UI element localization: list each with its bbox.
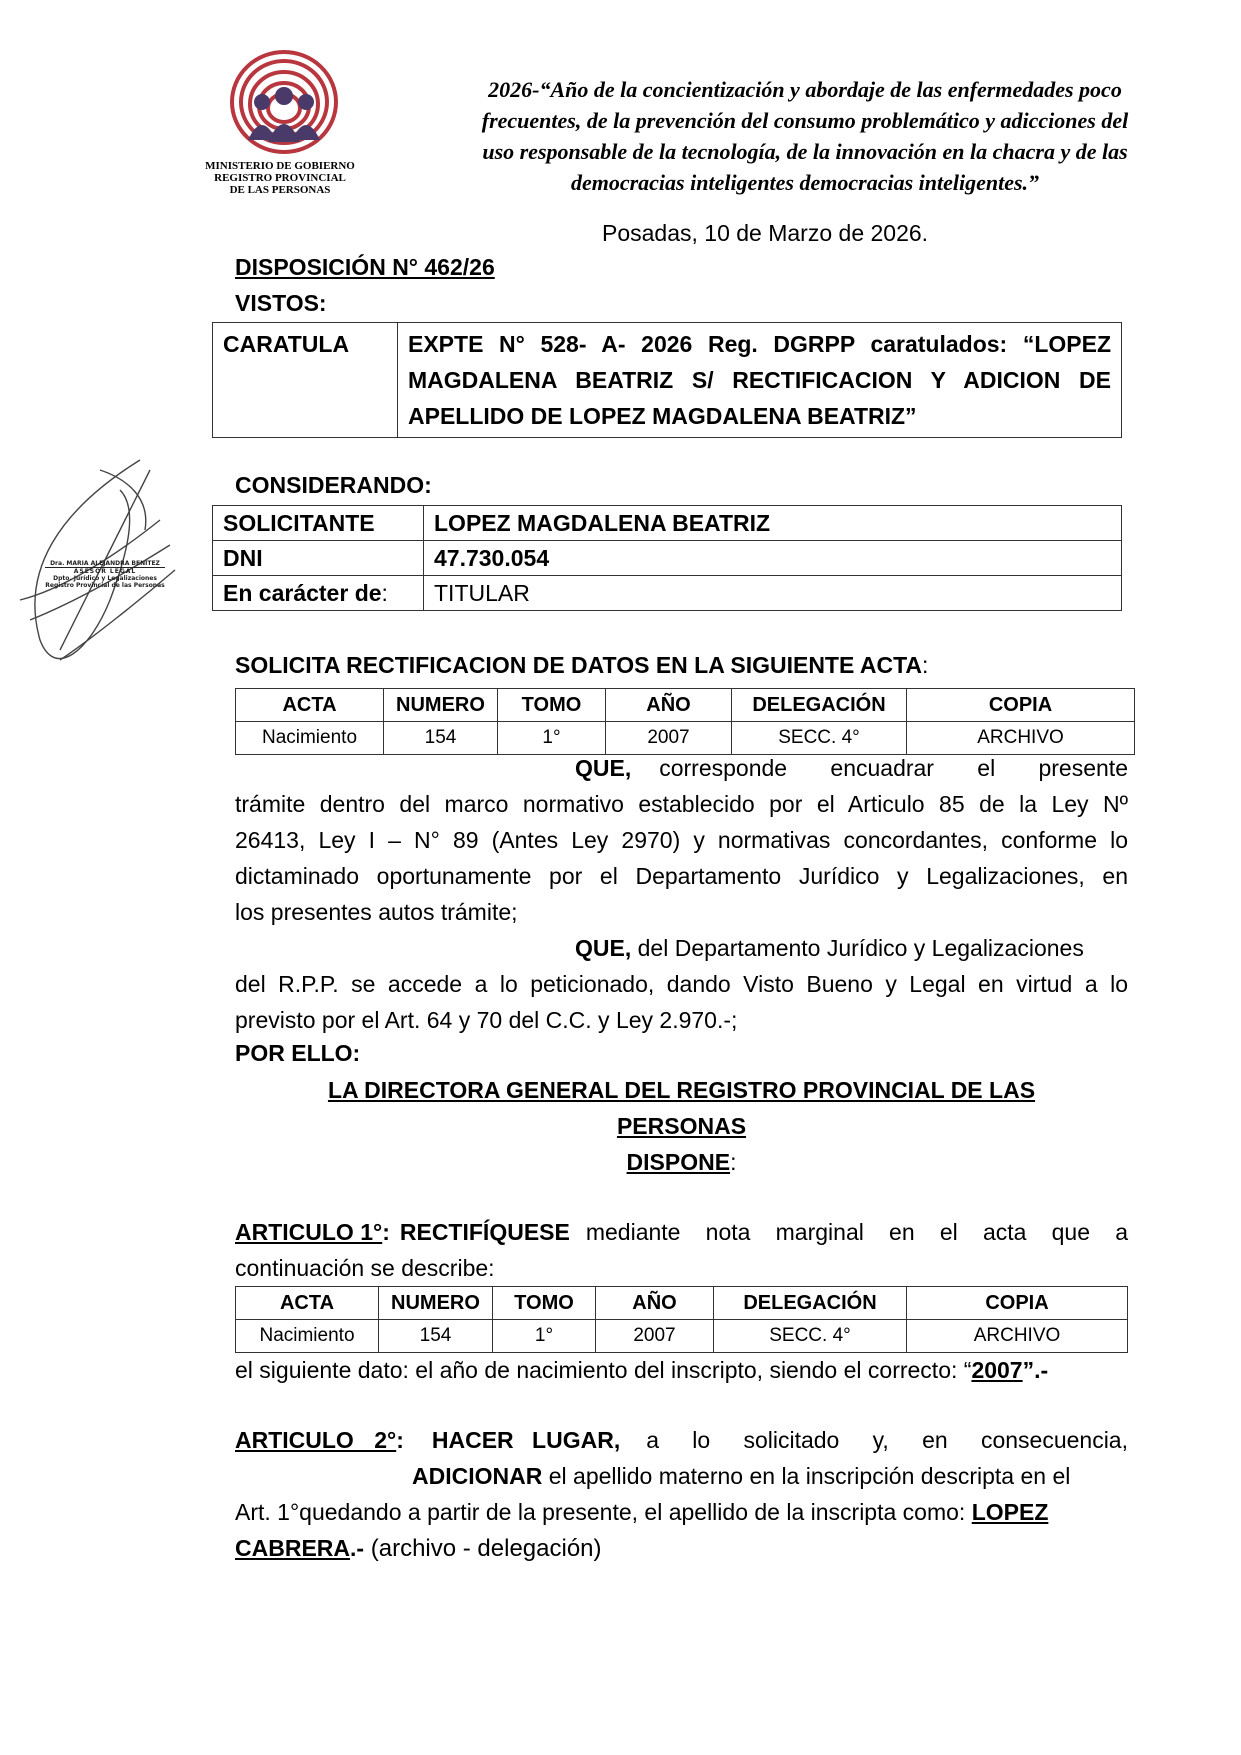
place-date: Posadas, 10 de Marzo de 2026. <box>602 220 929 246</box>
articulo-1: ARTICULO 1° : RECTIFÍQUESE mediante nota marginal en el acta que a continuación se describe: <box>235 1219 1128 1281</box>
caracter-label: En carácter de: <box>213 576 424 611</box>
solicitante-value: LOPEZ MAGDALENA BEATRIZ <box>424 506 1122 541</box>
acta-cell: 1° <box>498 722 606 755</box>
solicita-heading: SOLICITA RECTIFICACION DE DATOS EN LA SIGUIENTE ACTA: <box>235 652 929 678</box>
year-motto: 2026-“Año de la concientización y abordaje de las enfermedades poco frecuentes, de la prevención del consumo problemático y adicciones del uso responsable de la tecnología, de la innovación en la chacra y de las democracias inteligentes democracias inteligentes.” <box>481 77 1129 195</box>
caratula-value: EXPTE N° 528- A- 2026 Reg. DGRPP caratulados: “LOPEZ MAGDALENA BEATRIZ S/ RECTIFICACION Y ADICION DE APELLIDO DE LOPEZ MAGDALENA BEATRIZ” <box>398 323 1122 438</box>
acta-cell: SECC. 4° <box>714 1320 907 1353</box>
acta-header: ACTA <box>236 1287 379 1320</box>
acta-cell: Nacimiento <box>236 1320 379 1353</box>
acta-header: ACTA <box>236 689 384 722</box>
caracter-value: TITULAR <box>424 576 1122 611</box>
acta-cell: SECC. 4° <box>732 722 907 755</box>
acta-cell: 154 <box>384 722 498 755</box>
acta-header: COPIA <box>907 1287 1128 1320</box>
acta-header: AÑO <box>596 1287 714 1320</box>
solicitante-table <box>212 505 1122 611</box>
acta-header: AÑO <box>606 689 732 722</box>
fingerprint-people-icon <box>222 40 342 160</box>
vistos-heading: VISTOS: <box>235 290 327 316</box>
acta-header: NUMERO <box>379 1287 493 1320</box>
acta-header: COPIA <box>907 689 1135 722</box>
que-paragraph-1: QUE, corresponde encuadrar el presente trámite dentro del marco normativo establecido por el Articulo 85 de la Ley Nº 26413, Ley I – N° 89 (Antes Ley 2970) y normativas concordantes, conforme lo dictaminado oportunamente por el Departamento Jurídico y Legalizaciones, en los presentes autos trámite; <box>235 755 1128 925</box>
articulo-1-tail: el siguiente dato: el año de nacimiento del inscripto, siendo el correcto: “2007”.- <box>235 1357 1049 1383</box>
acta-table-1 <box>235 688 1135 755</box>
acta-cell: ARCHIVO <box>907 722 1135 755</box>
caratula-label: CARATULA <box>213 323 398 438</box>
acta-cell: ARCHIVO <box>907 1320 1128 1353</box>
considerando-heading: CONSIDERANDO: <box>235 472 432 498</box>
ministry-name: MINISTERIO DE GOBIERNO REGISTRO PROVINCIAL DE LAS PERSONAS <box>205 160 355 196</box>
solicitante-label: SOLICITANTE <box>213 506 424 541</box>
acta-header: DELEGACIÓN <box>732 689 907 722</box>
dni-label: DNI <box>213 541 424 576</box>
acta-cell: 154 <box>379 1320 493 1353</box>
que-paragraph-2: QUE, del Departamento Jurídico y Legalizaciones del R.P.P. se accede a lo peticionado, dando Visto Bueno y Legal en virtud a lo previsto por el Art. 64 y 70 del C.C. y Ley 2.970.-; <box>235 935 1128 1033</box>
por-ello-heading: POR ELLO: <box>235 1040 361 1066</box>
acta-cell: 2007 <box>606 722 732 755</box>
caratula-table <box>212 322 1122 438</box>
articulo-2: ARTICULO 2° : HACER LUGAR, a lo solicitado y, en consecuencia, ADICIONAR el apellido materno en la inscripción descripta en el Art. 1°quedando a partir de la presente, el apellido de la inscripta como: LOPEZ CABRERA.- (archivo - delegación) <box>235 1427 1128 1562</box>
ministry-logo <box>222 40 342 160</box>
legal-advisor-stamp: Dra. MARIA ALEJANDRA BENITEZ ASESOR LEGAL Dpto. Jurídico y Legalizaciones Registro Provincial de las Personas <box>45 560 165 589</box>
acta-header: TOMO <box>493 1287 596 1320</box>
acta-header: TOMO <box>498 689 606 722</box>
acta-table-2 <box>235 1286 1128 1353</box>
acta-cell: Nacimiento <box>236 722 384 755</box>
directora-heading: LA DIRECTORA GENERAL DEL REGISTRO PROVINCIAL DE LAS PERSONAS DISPONE: <box>327 1077 1036 1175</box>
dni-value: 47.730.054 <box>424 541 1122 576</box>
acta-cell: 2007 <box>596 1320 714 1353</box>
acta-header: DELEGACIÓN <box>714 1287 907 1320</box>
acta-header: NUMERO <box>384 689 498 722</box>
acta-cell: 1° <box>493 1320 596 1353</box>
disposition-number: DISPOSICIÓN N° 462/26 <box>235 254 495 280</box>
